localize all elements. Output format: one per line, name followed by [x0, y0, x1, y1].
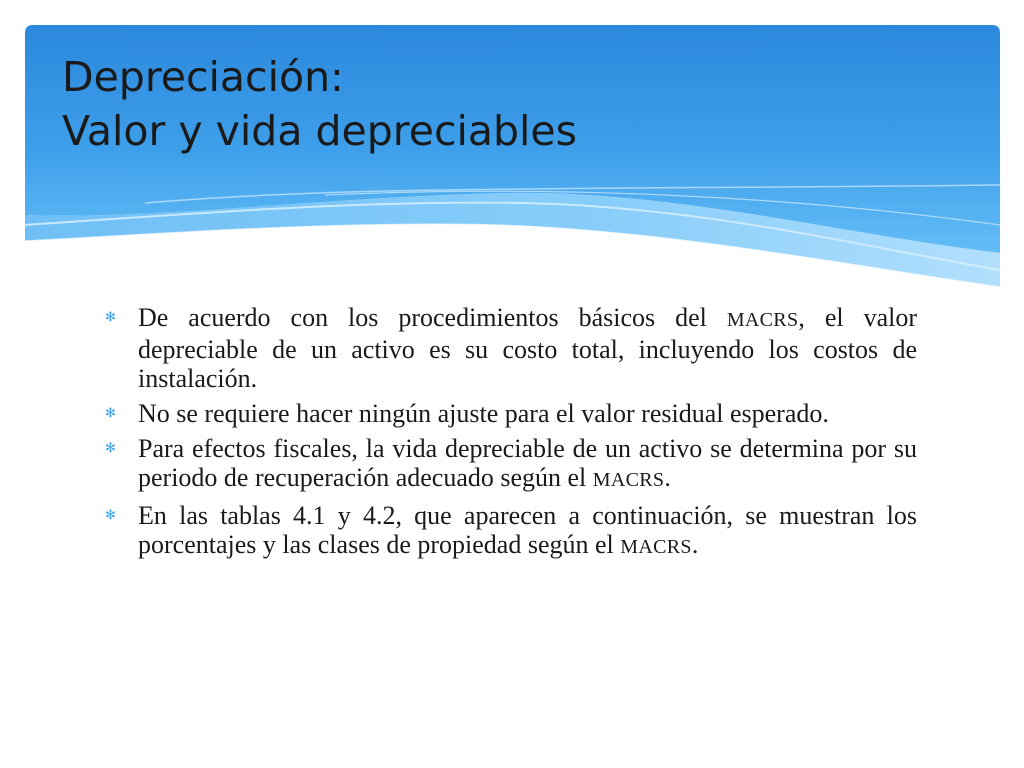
bullet-text-end: , el valor depreciable de un activo es su costo total, incluyendo los costos de instalación.	[138, 303, 917, 393]
bullet-text-end: .	[664, 463, 671, 492]
title-line-1: Depreciación:	[62, 53, 344, 101]
acronym-text: MACRS	[726, 309, 799, 331]
asterisk-bullet-icon: ✻	[105, 441, 116, 456]
bullet-text: En las tablas 4.1 y 4.2, que aparecen a continuación, se muestran los porcentajes y las clases de propiedad según el	[138, 501, 917, 559]
bullet-text-end: .	[691, 530, 699, 559]
slide-title	[62, 50, 577, 158]
acronym-text: MACRS	[620, 536, 692, 558]
bullet-list	[105, 303, 917, 568]
bullet-item	[105, 501, 917, 562]
bullet-item	[105, 399, 917, 428]
asterisk-bullet-icon: ✻	[105, 406, 116, 421]
bullet-item	[105, 303, 917, 393]
asterisk-bullet-icon: ✻	[105, 310, 116, 325]
bullet-text: De acuerdo con los procedimientos básicos del	[138, 303, 727, 332]
acronym-text: MACRS	[592, 469, 665, 491]
bullet-text: No se requiere hacer ningún ajuste para el valor residual esperado.	[138, 399, 829, 428]
bullet-text: Para efectos fiscales, la vida depreciable de un activo se determina por su periodo de recuperación adecuado según el	[138, 434, 917, 492]
asterisk-bullet-icon: ✻	[105, 508, 116, 523]
title-line-2: Valor y vida depreciables	[62, 107, 578, 155]
bullet-item	[105, 434, 917, 495]
